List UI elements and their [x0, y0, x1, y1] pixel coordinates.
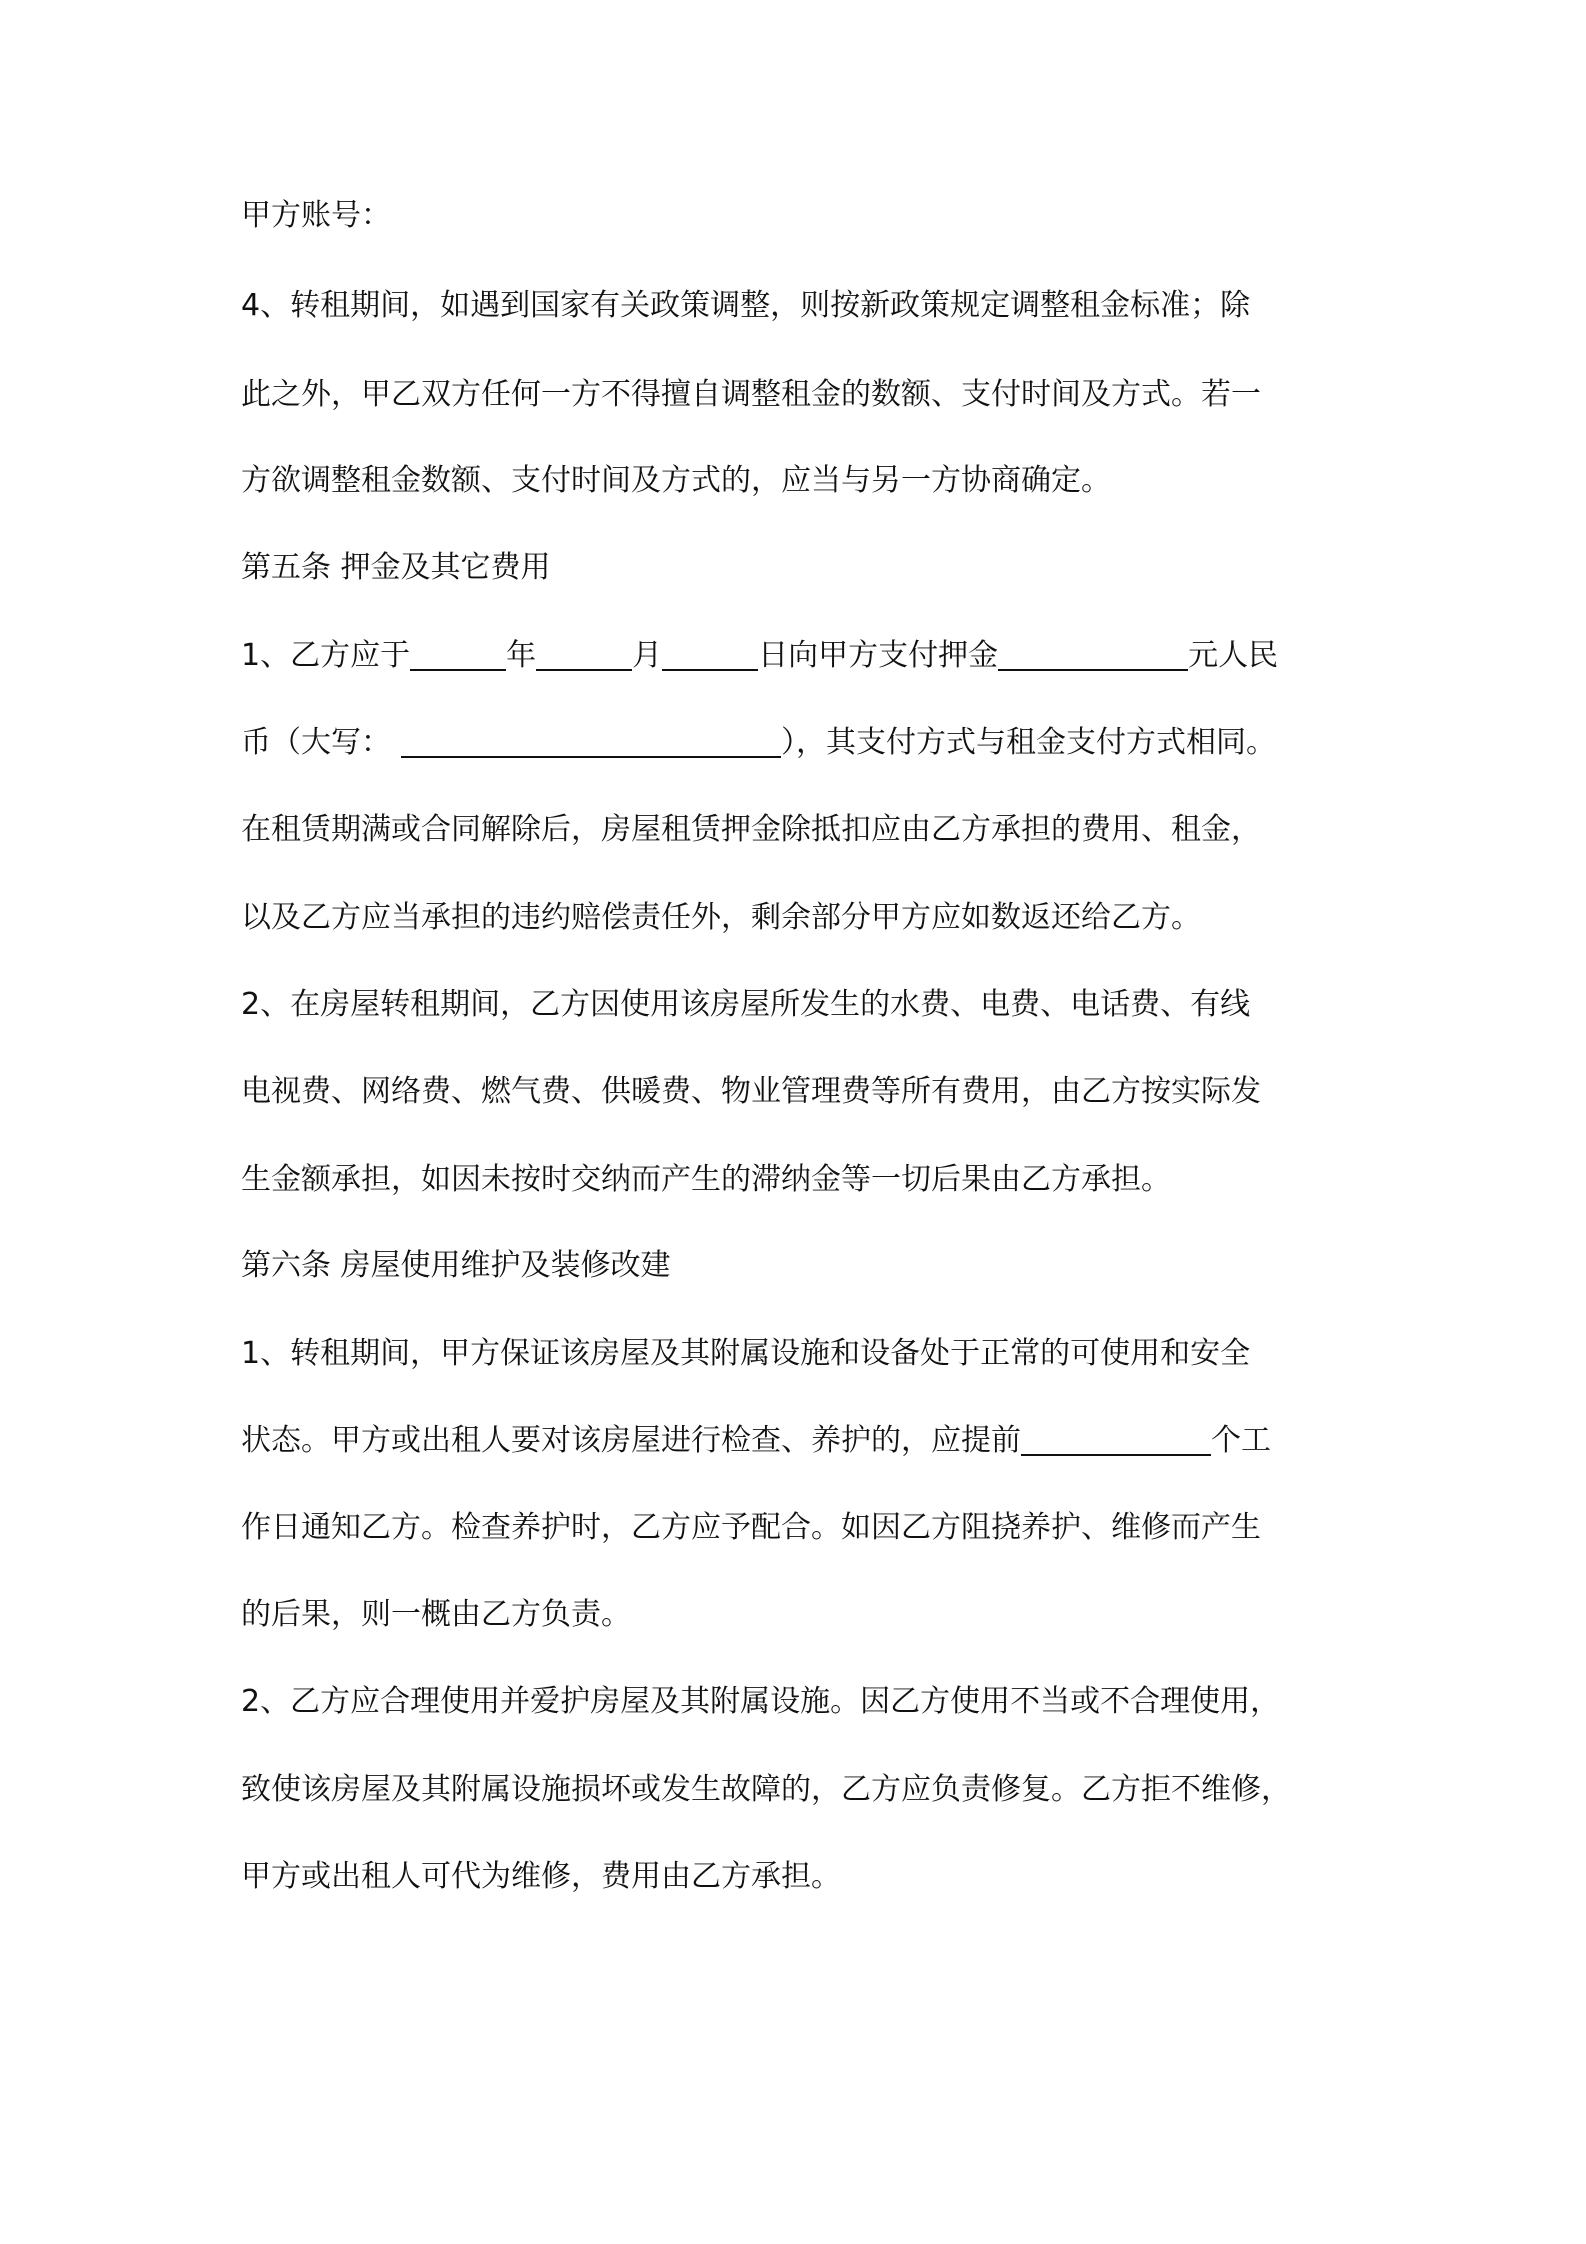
text-line: 此之外，甲乙双方任何一方不得擅自调整租金的数额、支付时间及方式。若一	[241, 377, 1261, 412]
text-fragment: 年	[506, 638, 537, 673]
text-line: 方欲调整租金数额、支付时间及方式的，应当与另一方协商确定。	[241, 463, 1111, 498]
text-line-party-a-account: 甲方账号：	[241, 198, 391, 233]
text-fragment: 个工	[1211, 1423, 1271, 1458]
text-line-deposit-date	[241, 636, 1361, 676]
text-fragment: 元人民	[1188, 638, 1279, 673]
text-line: 在租赁期满或合同解除后，房屋租赁押金除抵扣应由乙方承担的费用、租金，	[241, 812, 1261, 847]
blank-deposit-amount	[998, 639, 1188, 671]
text-line: 的后果，则一概由乙方负责。	[241, 1597, 631, 1632]
text-fragment: 币（大写：	[241, 725, 391, 760]
text-line-deposit-uppercase	[241, 723, 1361, 763]
text-line: 生金额承担，如因未按时交纳而产生的滞纳金等一切后果由乙方承担。	[241, 1162, 1171, 1197]
blank-amount-uppercase	[401, 726, 781, 758]
text-line-notice-days	[241, 1421, 1361, 1461]
text-line: 4、转租期间，如遇到国家有关政策调整，则按新政策规定调整租金标准；除	[241, 288, 1251, 323]
text-line: 作日通知乙方。检查养护时，乙方应予配合。如因乙方阻挠养护、维修而产生	[241, 1510, 1261, 1545]
text-fragment: ），其支付方式与租金支付方式相同。	[781, 725, 1276, 760]
text-line: 电视费、网络费、燃气费、供暖费、物业管理费等所有费用，由乙方按实际发	[241, 1074, 1261, 1109]
text-line: 2、在房屋转租期间，乙方因使用该房屋所发生的水费、电费、电话费、有线	[241, 987, 1251, 1022]
text-fragment: 状态。甲方或出租人要对该房屋进行检查、养护的，应提前	[241, 1423, 1021, 1458]
text-line: 致使该房屋及其附属设施损坏或发生故障的，乙方应负责修复。乙方拒不维修，	[241, 1772, 1291, 1807]
section-heading-article-6: 第六条 房屋使用维护及装修改建	[241, 1248, 671, 1283]
blank-year	[410, 639, 506, 671]
blank-month	[536, 639, 632, 671]
text-line: 甲方或出租人可代为维修，费用由乙方承担。	[241, 1859, 841, 1894]
blank-day	[662, 639, 758, 671]
text-fragment: 日向甲方支付押金	[758, 638, 999, 673]
text-fragment: 1、乙方应于	[241, 638, 411, 673]
text-line: 以及乙方应当承担的违约赔偿责任外，剩余部分甲方应如数返还给乙方。	[241, 900, 1201, 935]
text-line: 1、转租期间，甲方保证该房屋及其附属设施和设备处于正常的可使用和安全	[241, 1336, 1251, 1371]
section-heading-article-5: 第五条 押金及其它费用	[241, 550, 551, 585]
text-fragment: 月	[632, 638, 663, 673]
text-line: 2、乙方应合理使用并爱护房屋及其附属设施。因乙方使用不当或不合理使用，	[241, 1684, 1281, 1719]
blank-notice-days	[1021, 1424, 1211, 1456]
